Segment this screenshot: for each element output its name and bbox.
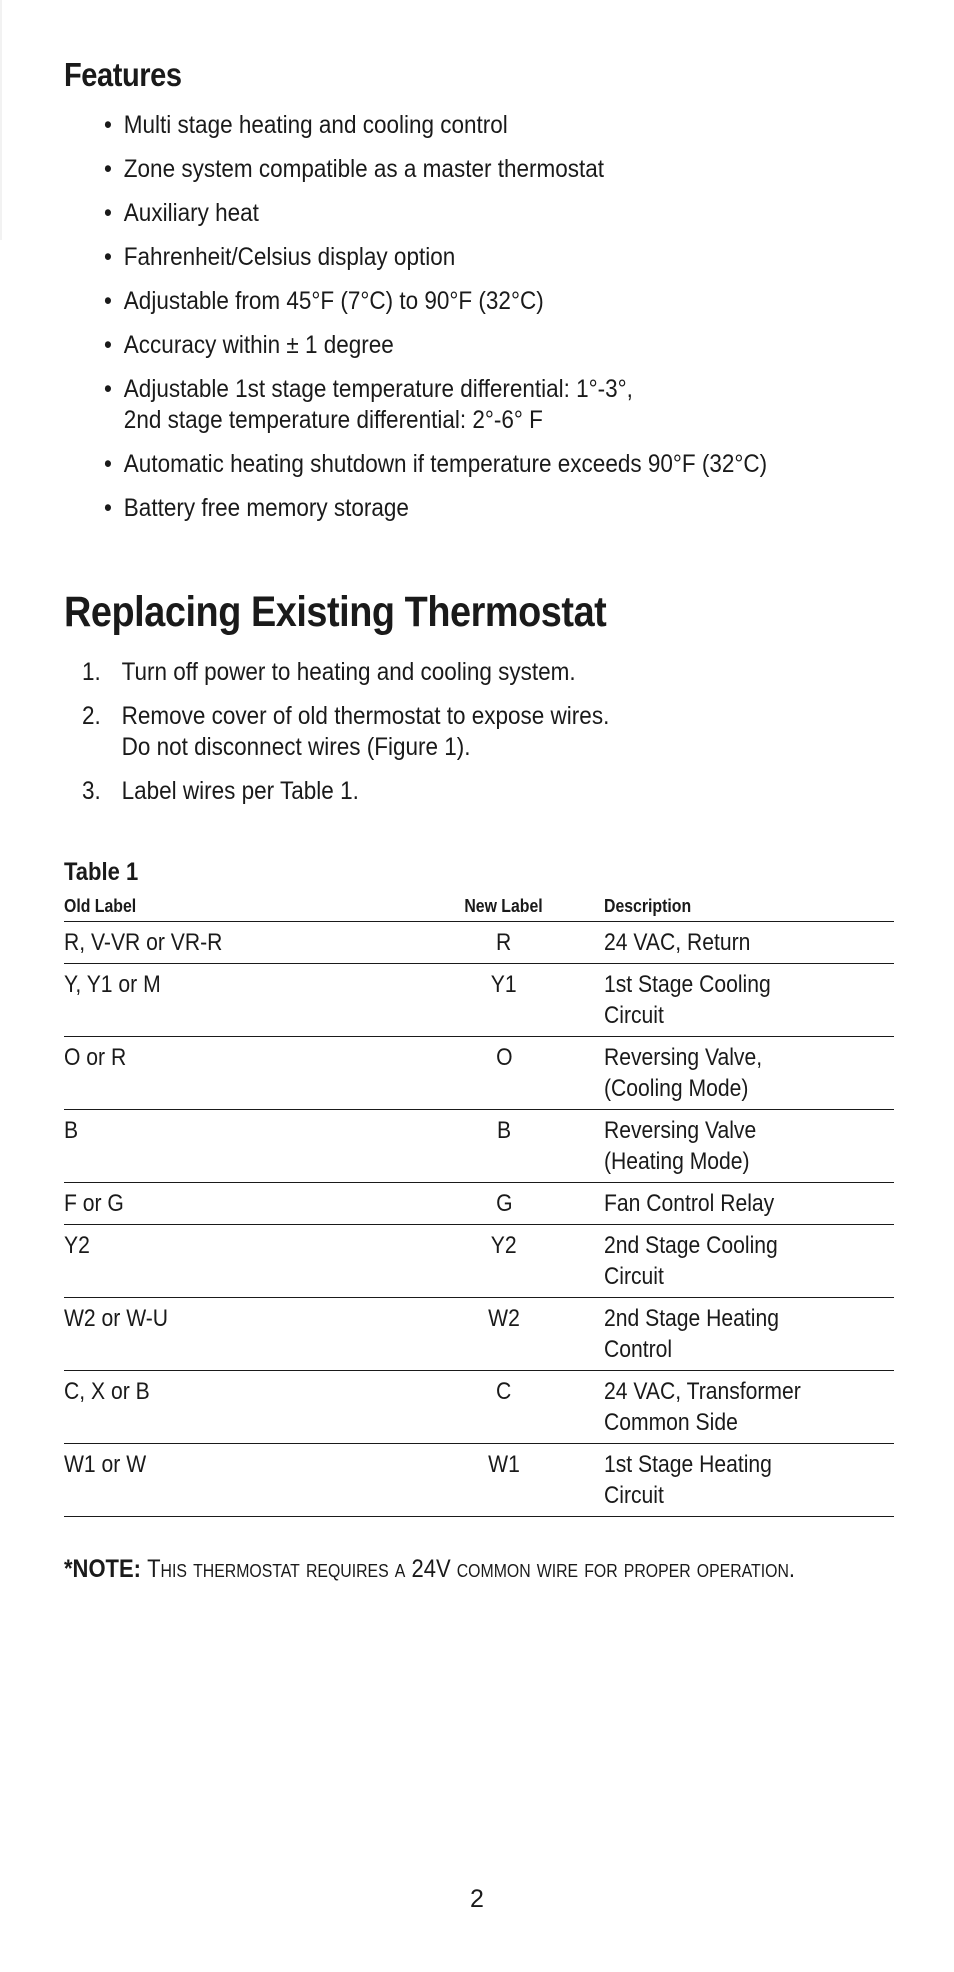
cell-old-label: Y2 [64,1225,404,1298]
feature-item: • Fahrenheit/Celsius display option [104,242,824,273]
step-item [82,657,802,688]
cell-new-label: B [404,1110,604,1183]
cell-new-label: O [404,1037,604,1110]
cell-new-label: R [404,922,604,964]
cell-new-label: Y2 [404,1225,604,1298]
cell-description: 1st Stage Heating Circuit [604,1444,894,1517]
cell-new-label: C [404,1371,604,1444]
feature-item: • Battery free memory storage [104,493,824,524]
feature-item: • Accuracy within ± 1 degree [104,330,824,361]
table-row [64,964,894,1037]
cell-description: Reversing Valve (Heating Mode) [604,1110,894,1183]
feature-item: • Zone system compatible as a master thermostat [104,154,824,185]
feature-line: Adjustable 1st stage temperature differential: 1°-3°, [123,375,633,403]
step-number: 2. [82,702,101,730]
step-item [82,776,802,807]
cell-description: Fan Control Relay [604,1183,894,1225]
cell-old-label: F or G [64,1183,404,1225]
step-line: Turn off power to heating and cooling system. [121,658,576,686]
features-heading: Features [64,56,182,93]
cell-old-label: R, V-VR or VR-R [64,922,404,964]
wire-label-table [64,895,894,1517]
cell-new-label: Y1 [404,964,604,1037]
cell-old-label: W2 or W-U [64,1298,404,1371]
table-row [64,1037,894,1110]
cell-new-label: G [404,1183,604,1225]
table-row [64,1444,894,1517]
header-new-label: New Label [404,895,604,922]
table-caption: Table 1 [64,858,139,886]
step-item [82,701,802,763]
cell-description: 1st Stage Cooling Circuit [604,964,894,1037]
cell-old-label: W1 or W [64,1444,404,1517]
step-number: 1. [82,658,101,686]
feature-item: • Adjustable from 45°F (7°C) to 90°F (32°C) [104,286,824,317]
cell-description: 24 VAC, Return [604,922,894,964]
feature-item: • Automatic heating shutdown if temperature exceeds 90°F (32°C) [104,449,824,480]
table-row [64,1298,894,1371]
cell-new-label: W1 [404,1444,604,1517]
table-row [64,922,894,964]
step-line: Label wires per Table 1. [121,777,359,805]
step-number: 3. [82,777,101,805]
features-list [104,110,904,537]
page-edge-mark [0,0,2,240]
feature-item-differential [104,374,824,436]
note-label: *NOTE: [64,1555,141,1583]
step-line: Do not disconnect wires (Figure 1). [121,733,471,761]
note-text: This thermostat requires a 24V common wire for proper operation. [147,1555,796,1583]
step-line: Remove cover of old thermostat to expose wires. [121,702,610,730]
feature-line: 2nd stage temperature differential: 2°-6° F [123,406,543,434]
wiring-note [64,1555,795,1584]
replacing-heading: Replacing Existing Thermostat [64,588,607,636]
cell-description: 2nd Stage Heating Control [604,1298,894,1371]
steps-list [82,657,882,820]
header-old-label: Old Label [64,895,404,922]
cell-old-label: C, X or B [64,1371,404,1444]
table-row [64,1225,894,1298]
cell-description: 2nd Stage Cooling Circuit [604,1225,894,1298]
cell-description: Reversing Valve, (Cooling Mode) [604,1037,894,1110]
feature-item: • Multi stage heating and cooling control [104,110,824,141]
header-description: Description [604,895,894,922]
table-row [64,1183,894,1225]
cell-new-label: W2 [404,1298,604,1371]
feature-item: • Auxiliary heat [104,198,824,229]
cell-old-label: B [64,1110,404,1183]
cell-description: 24 VAC, Transformer Common Side [604,1371,894,1444]
table-row [64,1110,894,1183]
cell-old-label: O or R [64,1037,404,1110]
page-number: 2 [470,1885,484,1913]
table-row [64,1371,894,1444]
table-header-row [64,895,894,922]
cell-old-label: Y, Y1 or M [64,964,404,1037]
